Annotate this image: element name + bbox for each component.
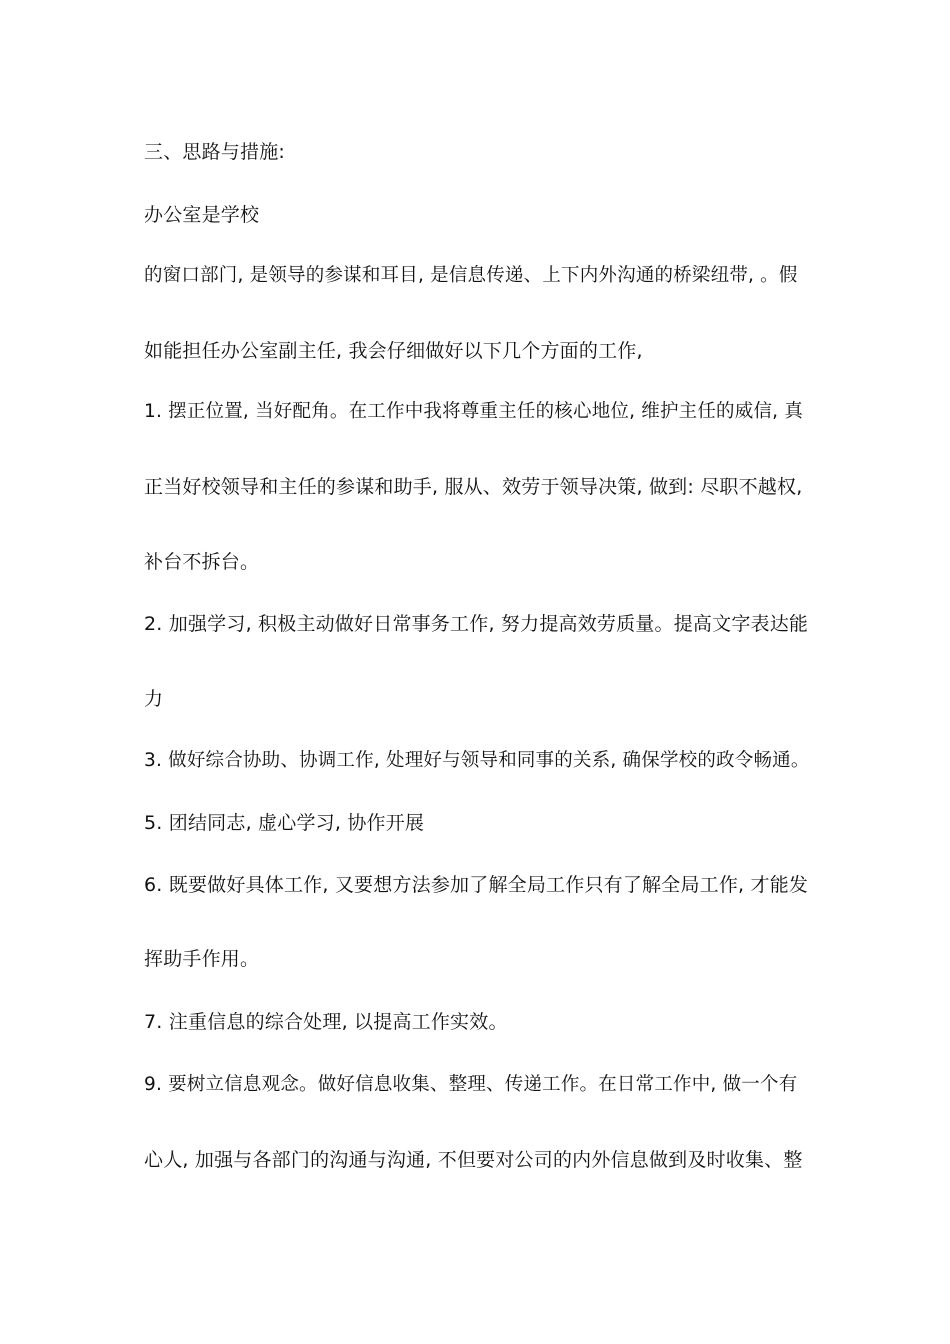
- list-item-1-line: 1. 摆正位置, 当好配角。在工作中我将尊重主任的核心地位, 维护主任的威信, 真: [144, 401, 804, 422]
- list-item-9-line: 心人, 加强与各部门的沟通与沟通, 不但要对公司的内外信息做到及时收集、整: [144, 1149, 803, 1171]
- list-item-7-line: 7. 注重信息的综合处理, 以提高工作实效。: [144, 1011, 508, 1033]
- paragraph-line: 如能担任办公室副主任, 我会仔细做好以下几个方面的工作,: [144, 340, 643, 362]
- paragraph-line: 的窗口部门, 是领导的参谋和耳目, 是信息传递、上下内外沟通的桥梁纽带, 。假: [144, 265, 798, 286]
- list-item-9-line: 9. 要树立信息观念。做好信息收集、整理、传递工作。在日常工作中, 做一个有: [144, 1074, 798, 1095]
- list-item-2-line: 力: [144, 688, 164, 710]
- list-item-6-line: 挥助手作用。: [144, 948, 260, 970]
- list-item-2-line: 2. 加强学习, 积极主动做好日常事务工作, 努力提高效劳质量。提高文字表达能: [144, 613, 809, 635]
- list-item-6-line: 6. 既要做好具体工作, 又要想方法参加了解全局工作只有了解全局工作, 才能发: [144, 874, 809, 896]
- section-heading: 三、思路与措施:: [144, 141, 286, 163]
- list-item-5-line: 5. 团结同志, 虚心学习, 协作开展: [144, 812, 425, 834]
- list-item-1-line: 正当好校领导和主任的参谋和助手, 服从、效劳于领导决策, 做到: 尽职不越权,: [144, 476, 803, 498]
- list-item-1-line: 补台不拆台。: [144, 551, 260, 573]
- paragraph-line: 办公室是学校: [144, 204, 260, 226]
- list-item-3-line: 3. 做好综合协助、协调工作, 处理好与领导和同事的关系, 确保学校的政令畅通。: [144, 750, 810, 771]
